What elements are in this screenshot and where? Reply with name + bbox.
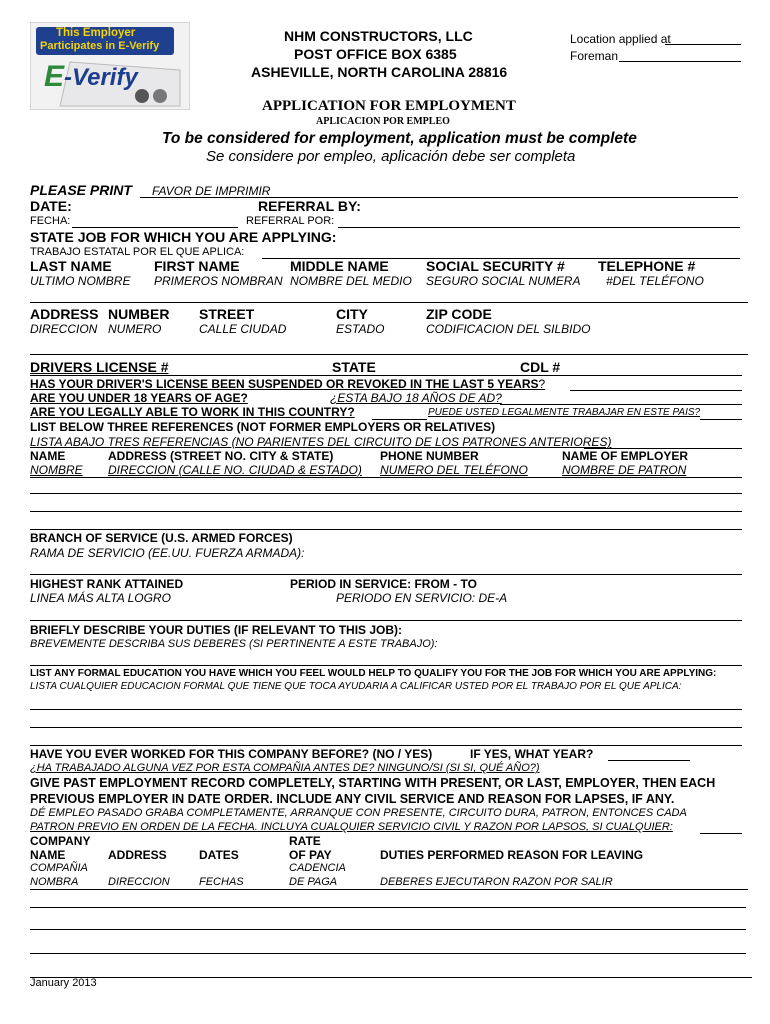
education-es: LISTA CUALQUIER EDUCACION FORMAL QUE TIENE QUE TOCA AYUDARIA A CALIFICAR USTED POR EL TRABAJO POR EL QUE APLICA: bbox=[30, 681, 682, 692]
notice-es: Se considere por empleo, aplicación debe ser completa bbox=[206, 148, 576, 165]
period-es: PERIODO EN SERVICIO: DE-A bbox=[336, 591, 508, 605]
company-city: ASHEVILLE, NORTH CAROLINA 28816 bbox=[251, 64, 508, 80]
state-job-label: STATE JOB FOR WHICH YOU ARE APPLYING: bbox=[30, 229, 337, 245]
reference-1-field[interactable] bbox=[30, 480, 742, 494]
drivers-license-label: DRIVERS LICENSE # bbox=[30, 359, 169, 375]
date-field[interactable] bbox=[72, 214, 238, 228]
company-name: NHM CONSTRUCTORS, LLC bbox=[284, 28, 473, 44]
worked-before-es: ¿HA TRABAJADO ALGUNA VEZ POR ESTA COMPAÑIA ANTES DE? NINGUNO/SI (SI SI, QUÉ AÑO?) bbox=[30, 762, 540, 774]
title-en: APPLICATION FOR EMPLOYMENT bbox=[262, 98, 516, 114]
logo-line-2: Participates in E-Verify bbox=[40, 40, 160, 52]
telephone-label: TELEPHONE # bbox=[598, 258, 696, 274]
rank-period-field[interactable] bbox=[30, 607, 742, 621]
zip-es: CODIFICACION DEL SILBIDO bbox=[426, 322, 591, 336]
col-address-label: ADDRESS bbox=[108, 848, 167, 862]
license-state-label: STATE bbox=[332, 359, 376, 375]
suspended-question bbox=[30, 377, 545, 391]
col-name-label: NAME bbox=[30, 848, 66, 862]
company-address: POST OFFICE BOX 6385 bbox=[294, 46, 457, 62]
notice-en: To be considered for employment, application must be complete bbox=[162, 130, 637, 147]
col-dates-label: DATES bbox=[199, 848, 239, 862]
referral-field[interactable] bbox=[338, 214, 740, 228]
ref-name-label: NAME bbox=[30, 449, 66, 463]
branch-field[interactable] bbox=[30, 561, 742, 575]
employment-es-2: PATRON PREVIO EN ORDEN DE LA FECHA. INCLUYA CUALQUIER SERVICIO CIVIL Y RAZON POR LAPSOS, SI CUALQUIER: bbox=[30, 821, 673, 833]
first-name-label: FIRST NAME bbox=[154, 258, 240, 274]
worked-before-question: HAVE YOU EVER WORKED FOR THIS COMPANY BEFORE? (NO / YES) bbox=[30, 747, 433, 761]
under-18-es: ¿ESTA BAJO 18 AÑOS DE AD? bbox=[330, 391, 502, 405]
location-field[interactable] bbox=[665, 31, 741, 45]
reference-2-field[interactable] bbox=[30, 498, 742, 512]
duties-es: BREVEMENTE DESCRIBA SUS DEBERES (SI PERTINENTE A ESTE TRABAJO): bbox=[30, 638, 438, 650]
title-es: APLICACION POR EMPLEO bbox=[316, 116, 450, 127]
employment-row-4[interactable] bbox=[30, 940, 746, 954]
logo-brand-e: E bbox=[44, 60, 65, 93]
ssn-es: SEGURO SOCIAL NUMERA bbox=[426, 274, 581, 288]
last-name-es: ULTIMO NOMBRE bbox=[30, 274, 131, 288]
ref-employer-label: NAME OF EMPLOYER bbox=[562, 449, 689, 463]
first-name-es: PRIMEROS NOMBRAN bbox=[154, 274, 283, 288]
employment-row-1[interactable] bbox=[30, 876, 748, 890]
please-print-es: FAVOR DE IMPRIMIR bbox=[152, 184, 271, 198]
col-company-es: COMPAÑIA bbox=[30, 862, 88, 874]
ref-address-es: DIRECCION (CALLE NO. CIUDAD & ESTADO) bbox=[108, 463, 362, 477]
legal-question: ARE YOU LEGALLY ABLE TO WORK IN THIS COUNTRY? bbox=[30, 405, 355, 419]
middle-name-es: NOMBRE DEL MEDIO bbox=[290, 274, 412, 288]
branch-label: BRANCH OF SERVICE (U.S. ARMED FORCES) bbox=[30, 531, 293, 545]
state-job-field[interactable] bbox=[262, 245, 740, 259]
employment-row-5[interactable] bbox=[30, 964, 752, 978]
address-label: ADDRESS bbox=[30, 306, 99, 322]
city-es: ESTADO bbox=[336, 322, 385, 336]
ref-phone-es: NUMERO DEL TELÉFONO bbox=[380, 463, 528, 477]
education-label: LIST ANY FORMAL EDUCATION YOU HAVE WHICH YOU FEEL WOULD HELP TO QUALIFY YOU FOR THE JOB FOR WHICH YOU ARE APPLYING: bbox=[30, 668, 717, 679]
referral-label: REFERRAL BY: bbox=[258, 198, 361, 214]
ref-employer-es: NOMBRE DE PATRON bbox=[562, 463, 687, 477]
col-name-es: NOMBRA bbox=[30, 876, 79, 888]
number-es: NUMERO bbox=[108, 322, 162, 336]
footer-date: January 2013 bbox=[30, 977, 97, 989]
col-address-es: DIRECCION bbox=[108, 876, 170, 888]
please-print-label: PLEASE PRINT bbox=[30, 182, 132, 198]
duties-label: BRIEFLY DESCRIBE YOUR DUTIES (IF RELEVANT TO THIS JOB): bbox=[30, 623, 403, 637]
col-of-pay-es: DE PAGA bbox=[289, 876, 338, 888]
address-entry-field[interactable] bbox=[30, 341, 748, 355]
foreman-field[interactable] bbox=[619, 48, 741, 62]
reference-3-field[interactable] bbox=[30, 516, 742, 530]
legal-es: PUEDE USTED LEGALMENTE TRABAJAR EN ESTE PAIS? bbox=[428, 407, 701, 418]
city-label: CITY bbox=[336, 306, 368, 322]
rank-label: HIGHEST RANK ATTAINED bbox=[30, 577, 184, 591]
references-heading-es: LISTA ABAJO TRES REFERENCIAS (NO PARIENTES DEL CIRCUITO DE LOS PATRONES ANTERIORES) bbox=[30, 435, 612, 449]
branch-es: RAMA DE SERVICIO (EE.UU. FUERZA ARMADA): bbox=[30, 546, 305, 560]
e-verify-logo bbox=[30, 22, 190, 110]
number-label: NUMBER bbox=[108, 306, 170, 322]
employment-line-2: PREVIOUS EMPLOYER IN DATE ORDER. INCLUDE ANY CIVIL SERVICE AND REASON FOR LAPSES, IF ANY. bbox=[30, 792, 675, 806]
cdl-label: CDL # bbox=[520, 359, 561, 375]
ref-name-es: NOMBRE bbox=[30, 463, 83, 477]
suspended-text: HAS YOUR DRIVER'S LICENSE BEEN SUSPENDED OR REVOKED IN THE LAST 5 YEARS bbox=[30, 377, 539, 391]
date-label: DATE: bbox=[30, 198, 72, 214]
education-field-2[interactable] bbox=[30, 714, 742, 728]
employment-row-2[interactable] bbox=[30, 894, 746, 908]
name-entry-field[interactable] bbox=[30, 289, 748, 303]
location-label: Location applied at bbox=[570, 32, 671, 46]
ref-address-label: ADDRESS (STREET NO. CITY & STATE) bbox=[108, 449, 334, 463]
street-es: CALLE CIUDAD bbox=[199, 322, 287, 336]
telephone-es: #DEL TELÉFONO bbox=[606, 274, 704, 288]
state-job-label-es: TRABAJO ESTATAL POR EL QUE APLICA: bbox=[30, 246, 245, 258]
suspended-mark: ? bbox=[538, 377, 546, 391]
worked-year-field[interactable] bbox=[608, 747, 690, 761]
col-company-label: COMPANY bbox=[30, 834, 91, 848]
street-label: STREET bbox=[199, 306, 255, 322]
last-name-label: LAST NAME bbox=[30, 258, 112, 274]
logo-brand-verify: -Verify bbox=[64, 64, 138, 91]
col-dates-es: FECHAS bbox=[199, 876, 244, 888]
employment-row-3[interactable] bbox=[30, 916, 746, 930]
rank-es: LINEA MÁS ALTA LOGRO bbox=[30, 591, 171, 605]
address-es: DIRECCION bbox=[30, 322, 98, 336]
middle-name-label: MIDDLE NAME bbox=[290, 258, 389, 274]
employment-es-1: DÉ EMPLEO PASADO GRABA COMPLETAMENTE, ARRANQUE CON PRESENTE, CIRCUITO DURA, PATRON, ENTONCES CADA bbox=[30, 807, 687, 819]
date-label-es: FECHA: bbox=[30, 215, 71, 227]
education-field-3[interactable] bbox=[30, 732, 742, 746]
col-rate-es: CADENCIA bbox=[289, 862, 346, 874]
education-field-1[interactable] bbox=[30, 696, 742, 710]
logo-line-1: This Employer bbox=[56, 27, 136, 39]
employment-line-1: GIVE PAST EMPLOYMENT RECORD COMPLETELY, STARTING WITH PRESENT, OR LAST, EMPLOYER, THEN EACH bbox=[30, 776, 716, 790]
foreman-label: Foreman bbox=[570, 49, 619, 63]
col-duties-label: DUTIES PERFORMED REASON FOR LEAVING bbox=[380, 848, 644, 862]
references-heading: LIST BELOW THREE REFERENCES (NOT FORMER EMPLOYERS OR RELATIVES) bbox=[30, 420, 496, 434]
duties-field[interactable] bbox=[30, 652, 742, 666]
referral-label-es: REFERRAL POR: bbox=[246, 215, 335, 227]
col-of-pay-label: OF PAY bbox=[289, 848, 332, 862]
period-label: PERIOD IN SERVICE: FROM - TO bbox=[290, 577, 477, 591]
col-rate-label: RATE bbox=[289, 834, 321, 848]
zip-label: ZIP CODE bbox=[426, 306, 492, 322]
ref-phone-label: PHONE NUMBER bbox=[380, 449, 479, 463]
under-18-question: ARE YOU UNDER 18 YEARS OF AGE? bbox=[30, 391, 248, 405]
worked-year-label: IF YES, WHAT YEAR? bbox=[470, 747, 594, 761]
col-duties-es: DEBERES EJECUTARON RAZON POR SALIR bbox=[380, 876, 613, 888]
ssn-label: SOCIAL SECURITY # bbox=[426, 258, 565, 274]
